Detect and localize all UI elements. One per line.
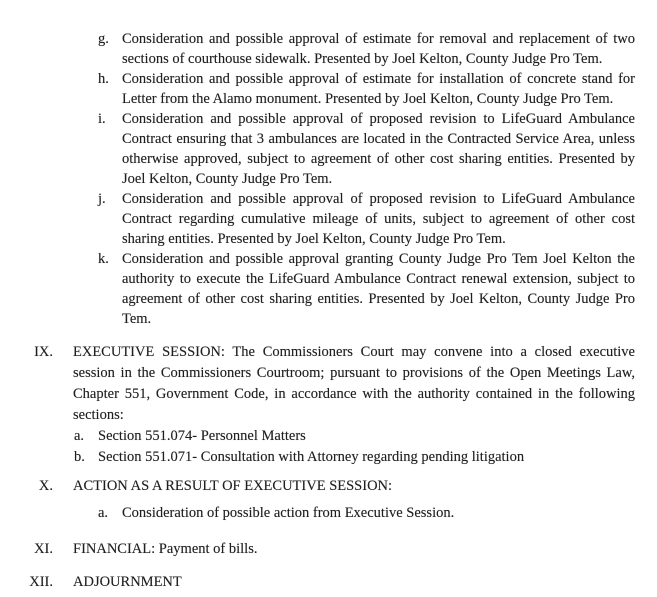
item-text-line: Joel Kelton, County Judge Pro Tem.: [122, 171, 333, 187]
section-numeral-xii: XII.: [29, 574, 53, 590]
agenda-item-i: [98, 109, 635, 189]
item-text-line: Consideration and possible approval granting County Judge Pro Tem Joel Kelton the: [122, 251, 635, 267]
item-text-line: Consideration and possible approval of proposed revision to LifeGuard Ambulance: [122, 111, 635, 127]
agenda-item-j: [98, 189, 635, 249]
subitem-b-consultation-attorney: [73, 447, 635, 468]
item-text-line: Letter from the Alamo monument. Presented by Joel Kelton, County Judge Pro Tem.: [122, 91, 614, 107]
subitem-label-a: a.: [98, 505, 109, 521]
item-text-line: Consideration and possible approval of estimate for removal and replacement of two: [122, 31, 635, 47]
subitem-label-a: a.: [74, 428, 85, 444]
section-text-line: EXECUTIVE SESSION: The Commissioners Court may convene into a closed executive: [73, 344, 635, 360]
section-financial: [0, 539, 635, 560]
section-numeral-xi: XI.: [34, 541, 53, 557]
section-executive-session: [0, 342, 635, 468]
section-heading-line: ADJOURNMENT: [73, 574, 182, 590]
section-text-line: session in the Commissioners Courtroom; pursuant to provisions of the Open Meetings Law,: [73, 365, 635, 381]
section-numeral-x: X.: [38, 478, 53, 494]
section-heading-line: FINANCIAL: Payment of bills.: [73, 541, 258, 557]
subitem-label-b: b.: [74, 449, 85, 465]
subitem-text: Section 551.074- Personnel Matters: [98, 428, 306, 444]
item-label-h: h.: [98, 71, 109, 87]
item-text-line: Consideration and possible approval of proposed revision to LifeGuard Ambulance: [122, 191, 635, 207]
subitem-a-personnel-matters: [73, 426, 635, 447]
section-text-line: Chapter 551, Government Code, in accordance with the authority contained in the following: [73, 386, 635, 402]
item-text-line: authority to execute the LifeGuard Ambulance Contract renewal extension, subject to: [122, 271, 635, 287]
section-text-line: sections:: [73, 407, 124, 423]
agenda-content: [0, 29, 635, 593]
subitem-a-action-from-executive-session: [73, 503, 635, 524]
item-text-line: agreement of other cost sharing entities. Presented by Joel Kelton, County Judge Pro: [122, 291, 635, 307]
agenda-item-h: [98, 69, 635, 109]
item-text-line: sections of courthouse sidewalk. Presented by Joel Kelton, County Judge Pro Tem.: [122, 51, 603, 67]
agenda-item-g: [98, 29, 635, 69]
item-text-line: sharing entities. Presented by Joel Kelton, County Judge Pro Tem.: [122, 231, 506, 247]
item-text-line: Contract regarding cumulative mileage of units, subject to agreement of other cost: [122, 211, 635, 227]
item-text-line: Tem.: [122, 311, 152, 327]
section-numeral-ix: IX.: [34, 344, 53, 360]
item-label-g: g.: [98, 31, 109, 47]
agenda-item-k: [98, 249, 635, 329]
section-adjournment: [0, 572, 635, 593]
subitem-text: Consideration of possible action from Executive Session.: [122, 505, 455, 521]
item-text-line: Contract ensuring that 3 ambulances are located in the Contracted Service Area, unless: [122, 131, 635, 147]
item-label-k: k.: [98, 251, 109, 267]
item-text-line: otherwise approved, subject to agreement of other cost sharing entities. Presented by: [122, 151, 635, 167]
section-action-result-executive-session: [0, 476, 635, 524]
item-label-i: i.: [98, 111, 106, 127]
subitem-text: Section 551.071- Consultation with Attorney regarding pending litigation: [98, 449, 525, 465]
item-label-j: j.: [98, 191, 106, 207]
item-text-line: Consideration and possible approval of estimate for installation of concrete stand for: [122, 71, 635, 87]
section-heading-line: ACTION AS A RESULT OF EXECUTIVE SESSION:: [73, 478, 393, 494]
